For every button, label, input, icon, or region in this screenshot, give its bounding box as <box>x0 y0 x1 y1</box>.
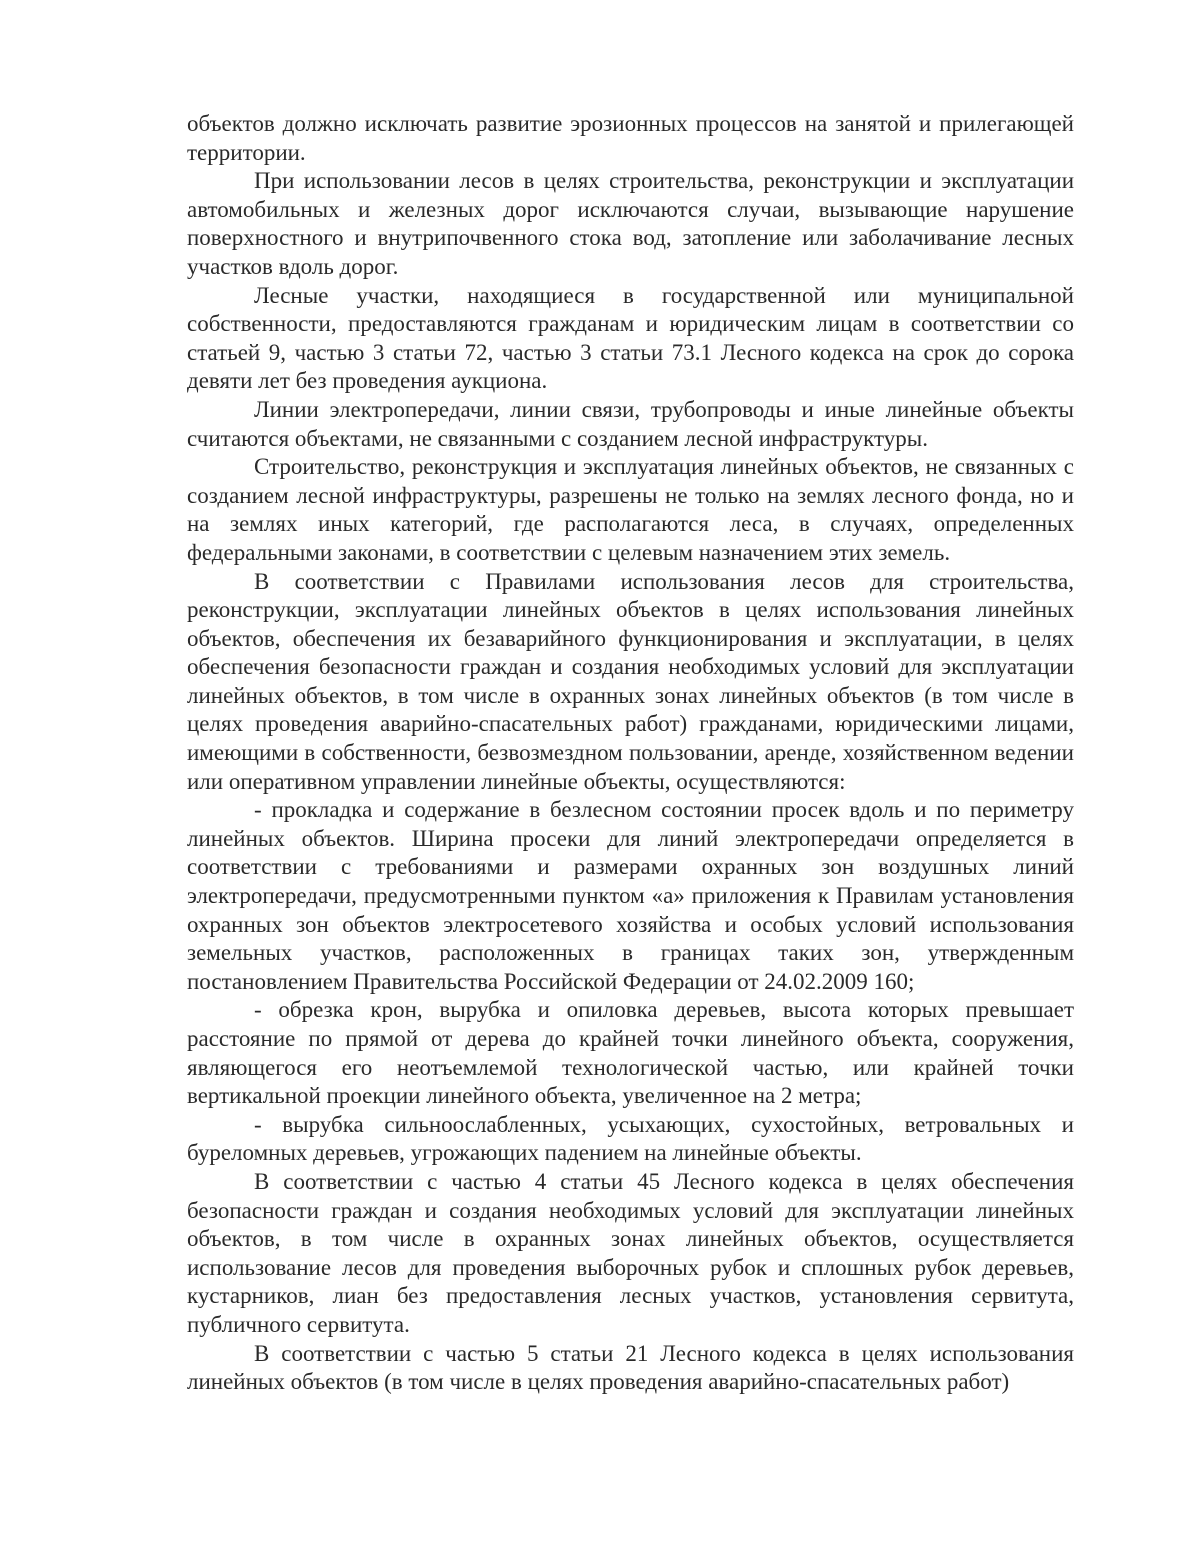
paragraph-article-45: В соответствии с частью 4 статьи 45 Лесного кодекса в целях обеспечения безопасности граждан и создания необходимых условий для эксплуатации линейных объектов, в том числе в охранных зонах линейных объектов, осуществляется использование лесов для проведения выборочных рубок и сплошных рубок деревьев, кустарников, лиан без предоставления лесных участков, установления сервитута, публичного сервитута. <box>187 1168 1074 1337</box>
paragraph-continuation: объектов должно исключать развитие эрозионных процессов на занятой и прилегающей территории. <box>187 111 1074 165</box>
list-item-clearing: - прокладка и содержание в безлесном состоянии просек вдоль и по периметру линейных объектов. Ширина просеки для линий электропередачи определяется в соответствии с требованиями и размерами охранных зон воздушных линий электропередачи, предусмотренными пунктом «а» приложения к Правилам установления охранных зон объектов электросетевого хозяйства и особых условий использования земельных участков, расположенных в границах таких зон, утвержденным постановлением Правительства Российской Федерации от 24.02.2009 160; <box>187 797 1074 994</box>
list-item-pruning: - обрезка крон, вырубка и опиловка деревьев, высота которых превышает расстояние по прямой от дерева до крайней точки линейного объекта, сооружения, являющегося его неотъемлемой технологической частью, или крайней точки вертикальной проекции линейного объекта, увеличенное на 2 метра; <box>187 997 1074 1109</box>
list-item-felling: - вырубка сильноослабленных, усыхающих, сухостойных, ветровальных и буреломных деревьев, угрожающих падением на линейные объекты. <box>187 1111 1074 1166</box>
paragraph-forest-plots: Лесные участки, находящиеся в государственной или муниципальной собственности, предоставляются гражданам и юридическим лицам в соответствии со статьей 9, частью 3 статьи 72, частью 3 статьи 73.1 Лесного кодекса на срок до сорока девяти лет без проведения аукциона. <box>187 282 1074 394</box>
paragraph-roads: При использовании лесов в целях строительства, реконструкции и эксплуатации автомобильных и железных дорог исключаются случаи, вызывающие нарушение поверхностного и внутрипочвенного стока вод, затопление или заболачивание лесных участков вдоль дорог. <box>187 168 1074 279</box>
document-body <box>187 110 1074 1397</box>
paragraph-article-21: В соответствии с частью 5 статьи 21 Лесного кодекса в целях использования линейных объектов (в том числе в целях проведения аварийно-спасательных работ) <box>187 1340 1074 1395</box>
paragraph-rules: В соответствии с Правилами использования лесов для строительства, реконструкции, эксплуатации линейных объектов в целях использования линейных объектов, обеспечения их безаварийного функционирования и эксплуатации, в целях обеспечения безопасности граждан и создания необходимых условий для эксплуатации линейных объектов, в том числе в охранных зонах линейных объектов (в том числе в целях проведения аварийно-спасательных работ) гражданами, юридическими лицами, имеющими в собственности, безвозмездном пользовании, аренде, хозяйственном ведении или оперативном управлении линейные объекты, осуществляются: <box>187 568 1074 794</box>
paragraph-construction: Строительство, реконструкция и эксплуатация линейных объектов, не связанных с созданием лесной инфраструктуры, разрешены не только на землях лесного фонда, но и на землях иных категорий, где располагаются леса, в случаях, определенных федеральными законами, в соответствии с целевым назначением этих земель. <box>187 454 1074 565</box>
paragraph-linear-objects: Линии электропередачи, линии связи, трубопроводы и иные линейные объекты считаются объектами, не связанными с созданием лесной инфраструктуры. <box>187 396 1074 451</box>
